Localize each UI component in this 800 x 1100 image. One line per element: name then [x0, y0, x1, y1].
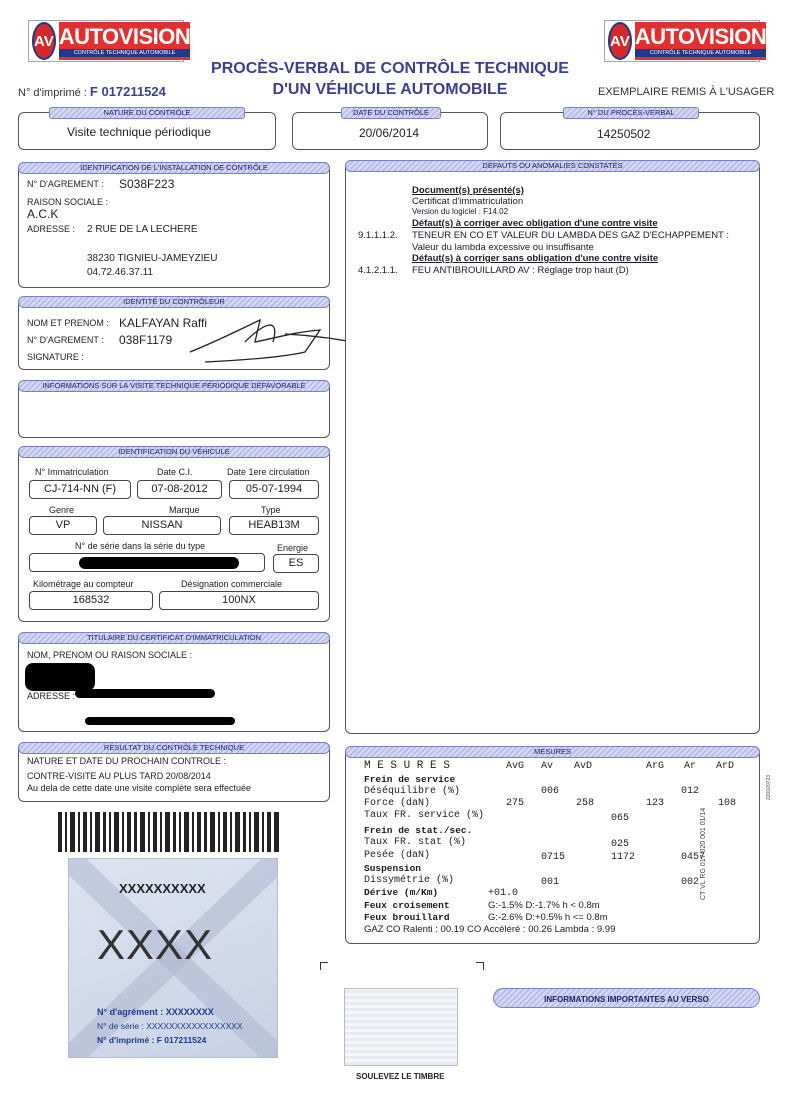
controleur-header: IDENTITÉ DU CONTRÔLEUR [18, 296, 330, 308]
energie-label: Energie [277, 543, 309, 553]
verso-banner [493, 988, 760, 1008]
document-title-line2: D'UN VÉHICULE AUTOMOBILE [272, 81, 508, 98]
date-ci-label: Date C.I. [157, 467, 193, 477]
raison-sociale-value: A.C.K [27, 207, 59, 221]
docs-version: Version du logiciel : F14.02 [412, 207, 509, 216]
nature-controle-header: NATURE DU CONTRÔLE [49, 107, 245, 119]
imprime-label: N° d'imprimé : [18, 87, 87, 99]
dissymetrie-label: Dissymétrie (%) [364, 875, 455, 886]
raison-sociale-label: RAISON SOCIALE : [27, 197, 109, 207]
diss-ar: 002 [681, 877, 700, 888]
vignette-imprime: N° d'imprimé : F 017211524 [97, 1035, 207, 1045]
logo-text-block [59, 22, 191, 60]
titulaire-nom-label: NOM, PRENOM OU RAISON SOCIALE : [27, 650, 193, 660]
taux-stat-value: 025 [611, 839, 630, 850]
force-ard: 108 [718, 798, 737, 809]
force-arg: 123 [646, 798, 665, 809]
date-ci-field: 07-08-2012 [137, 480, 222, 499]
vehicule-box [18, 446, 330, 622]
vehicule-header: IDENTIFICATION DU VÉHICULE [18, 446, 330, 458]
titulaire-box [18, 632, 330, 732]
suspension-label: Suspension [364, 863, 422, 874]
km-label: Kilométrage au compteur [33, 579, 134, 589]
controleur-nom-label: NOM ET PRENOM : [27, 318, 109, 328]
brand-name: AUTOVISION [634, 24, 767, 49]
vignette-sticker [68, 858, 278, 1058]
marque-field: NISSAN [103, 516, 221, 535]
pesee-label: Pesée (daN) [364, 850, 431, 861]
brand-sub: CONTRÔLE TECHNIQUE AUTOMOBILE [635, 49, 767, 57]
force-avd: 258 [576, 798, 595, 809]
feux-brouillard-label: Feux brouillard [364, 912, 450, 923]
titulaire-adresse-redaction [75, 689, 215, 698]
date-1ere-circ-label: Date 1ere circulation [227, 467, 310, 477]
sans-code: 4.1.2.1.1. [358, 265, 398, 276]
gaz-line: GAZ CO Ralenti : 00.19 CO Accéléré : 00.26 Lambda : 9.99 [364, 924, 616, 935]
brand-name: AUTOVISION [58, 24, 191, 49]
date-controle-value: 20/06/2014 [359, 126, 420, 140]
col-ar: Ar [684, 761, 697, 772]
imprime-value: F 017211524 [89, 84, 166, 99]
frein-service-label: Frein de service [364, 774, 456, 785]
verso-label: INFORMATIONS IMPORTANTES AU VERSO [544, 995, 709, 1004]
resultat-box [18, 742, 330, 802]
installation-box [18, 162, 330, 288]
timbre-placeholder [344, 988, 458, 1066]
side-small-code: 220020723 [766, 774, 772, 800]
sans-title: Défaut(s) à corriger sans obligation d'une contre visite [412, 253, 659, 264]
date-1ere-circ-field: 05-07-1994 [229, 480, 319, 499]
derive-value: +01.0 [488, 888, 519, 899]
date-controle-header: DATE DU CONTRÔLE [341, 107, 441, 119]
derive-label: Dérive (m/Km) [364, 887, 439, 898]
col-avg: AvG [506, 761, 525, 772]
defauts-header: DÉFAUTS OU ANOMALIES CONSTATÉS [345, 160, 760, 172]
oblig-text: TENEUR EN CO ET VALEUR DU LAMBDA DES GAZ D'ECHAPPEMENT : [412, 230, 729, 241]
immat-label: N° Immatriculation [35, 467, 109, 477]
controleur-nom-value: KALFAYAN Raffi [119, 316, 208, 330]
type-label: Type [261, 505, 281, 515]
vignette-big-text: XXXX [97, 921, 214, 968]
deseq-av: 006 [541, 786, 560, 797]
km-field: 168532 [29, 591, 153, 610]
designation-field: 100NX [159, 591, 319, 610]
feux-croisement-value: G:-1.5% D:-1.7% h < 0.8m [488, 900, 600, 911]
col-ard: ArD [716, 761, 735, 772]
autovision-car-icon: AV [608, 22, 632, 60]
docs-title: Document(s) présenté(s) [412, 185, 524, 196]
mesures-header: MESURES [345, 746, 760, 758]
logo-text-block [635, 22, 767, 60]
titulaire-header: TITULAIRE DU CERTIFICAT D'IMMATRICULATION [18, 632, 330, 644]
autovision-logo-left [28, 20, 191, 62]
genre-label: Genre [49, 505, 75, 515]
nature-controle-value: Visite technique périodique [67, 125, 211, 139]
col-avd: AvD [574, 761, 593, 772]
taux-service-value: 065 [611, 813, 630, 824]
exemplaire-label: EXEMPLAIRE REMIS À L'USAGER [598, 86, 775, 98]
vignette-agrement: N° d'agrément : XXXXXXXX [97, 1007, 214, 1017]
immat-field: CJ-714-NN (F) [29, 480, 131, 499]
titulaire-nom-redaction [25, 663, 95, 691]
col-arg: ArG [646, 761, 665, 772]
controleur-agrement-value: 038F1179 [119, 333, 173, 347]
sans-text: FEU ANTIBROUILLARD AV : Réglage trop haut (D) [412, 265, 629, 276]
installation-adresse-value: 2 RUE DE LA LECHERE [87, 224, 198, 235]
date-controle-box [292, 108, 488, 150]
installation-header: IDENTIFICATION DE L'INSTALLATION DE CONTRÔLE [18, 162, 330, 174]
resultat-header: RÉSULTAT DU CONTRÔLE TECHNIQUE [18, 742, 330, 754]
oblig-title: Défaut(s) à corriger avec obligation d'une contre visite [412, 218, 658, 229]
resultat-line1: NATURE ET DATE DU PROCHAIN CONTROLE : [27, 756, 227, 766]
taux-stat-label: Taux FR. stat (%) [364, 837, 467, 848]
desequilibre-label: Déséquilibre (%) [364, 786, 461, 797]
deseq-ar: 012 [681, 786, 700, 797]
stamp-corner-tr [476, 962, 484, 970]
designation-label: Désignation commerciale [181, 579, 283, 589]
defauts-box [345, 160, 760, 734]
pv-number-box [500, 108, 760, 150]
marque-label: Marque [169, 505, 200, 515]
col-av: Av [541, 761, 554, 772]
defavorable-box [18, 380, 330, 438]
mesures-title: M E S U R E S [364, 760, 450, 772]
pesee-av: 0715 [541, 852, 566, 863]
diss-av: 001 [541, 877, 560, 888]
pesee-total: 1172 [611, 852, 636, 863]
serie-redaction [79, 557, 239, 569]
barcode [58, 812, 280, 852]
installation-ville: 38230 TIGNIEU-JAMEYZIEU [87, 253, 218, 264]
installation-agrement-label: N° D'AGREMENT : [27, 179, 104, 189]
resultat-line2: CONTRE-VISITE AU PLUS TARD 20/08/2014 [27, 771, 211, 781]
genre-field: VP [29, 516, 97, 535]
oblig-detail: Valeur du lambda excessive ou insuffisante [412, 242, 594, 253]
oblig-code: 9.1.1.1.2. [358, 230, 398, 241]
controleur-agrement-label: N° D'AGREMENT : [27, 335, 104, 345]
autovision-car-icon: AV [32, 22, 56, 60]
vignette-serie: N° de série : XXXXXXXXXXXXXXXXX [97, 1021, 243, 1031]
document-title-line1: PROCÈS-VERBAL DE CONTRÔLE TECHNIQUE [211, 60, 569, 77]
force-label: Force (daN) [364, 798, 431, 809]
serie-label: N° de série dans la série du type [75, 541, 206, 551]
brand-sub: CONTRÔLE TECHNIQUE AUTOMOBILE [59, 49, 191, 57]
imprime-number [18, 84, 166, 99]
feux-croisement-label: Feux croisement [364, 900, 450, 911]
installation-agrement-value: S038F223 [119, 177, 175, 191]
type-field: HEAB13M [229, 516, 319, 535]
defavorable-header: INFORMATIONS SUR LA VISITE TECHNIQUE PÉRIODIQUE DÉFAVORABLE [18, 380, 330, 392]
nature-controle-box [18, 108, 276, 150]
autovision-logo-right [604, 20, 767, 62]
installation-adresse-label: ADRESSE : [27, 224, 76, 234]
soulevez-label: SOULEVEZ LE TIMBRE [356, 1072, 445, 1081]
resultat-line3: Au dela de cette date une visite complète sera effectuée [27, 783, 251, 793]
titulaire-adresse-label: ADRESSE : [27, 691, 76, 701]
mesures-box [345, 746, 760, 944]
titulaire-ville-redaction [85, 717, 235, 725]
vignette-top-text: XXXXXXXXXX [119, 881, 206, 896]
force-avg: 275 [506, 798, 525, 809]
pv-number-value: 14250502 [597, 127, 651, 141]
pesee-ar: 0457 [681, 852, 706, 863]
feux-brouillard-value: G:-2.6% D:+0.5% h <= 0.8m [488, 912, 608, 923]
frein-stat-label: Frein de stat./sec. [364, 825, 473, 836]
stamp-corner-tl [320, 962, 328, 970]
side-code: CT VL RG 017 020 001 01/14 [700, 807, 707, 900]
installation-telephone: 04.72.46.37.11 [87, 267, 153, 278]
energie-field: ES [273, 554, 319, 573]
taux-service-label: Taux FR. service (%) [364, 810, 485, 821]
signature-label: SIGNATURE : [27, 352, 84, 362]
pv-number-header: N° DU PROCÈS-VERBAL [563, 107, 699, 119]
docs-item: Certificat d'immatriculation [412, 196, 524, 207]
